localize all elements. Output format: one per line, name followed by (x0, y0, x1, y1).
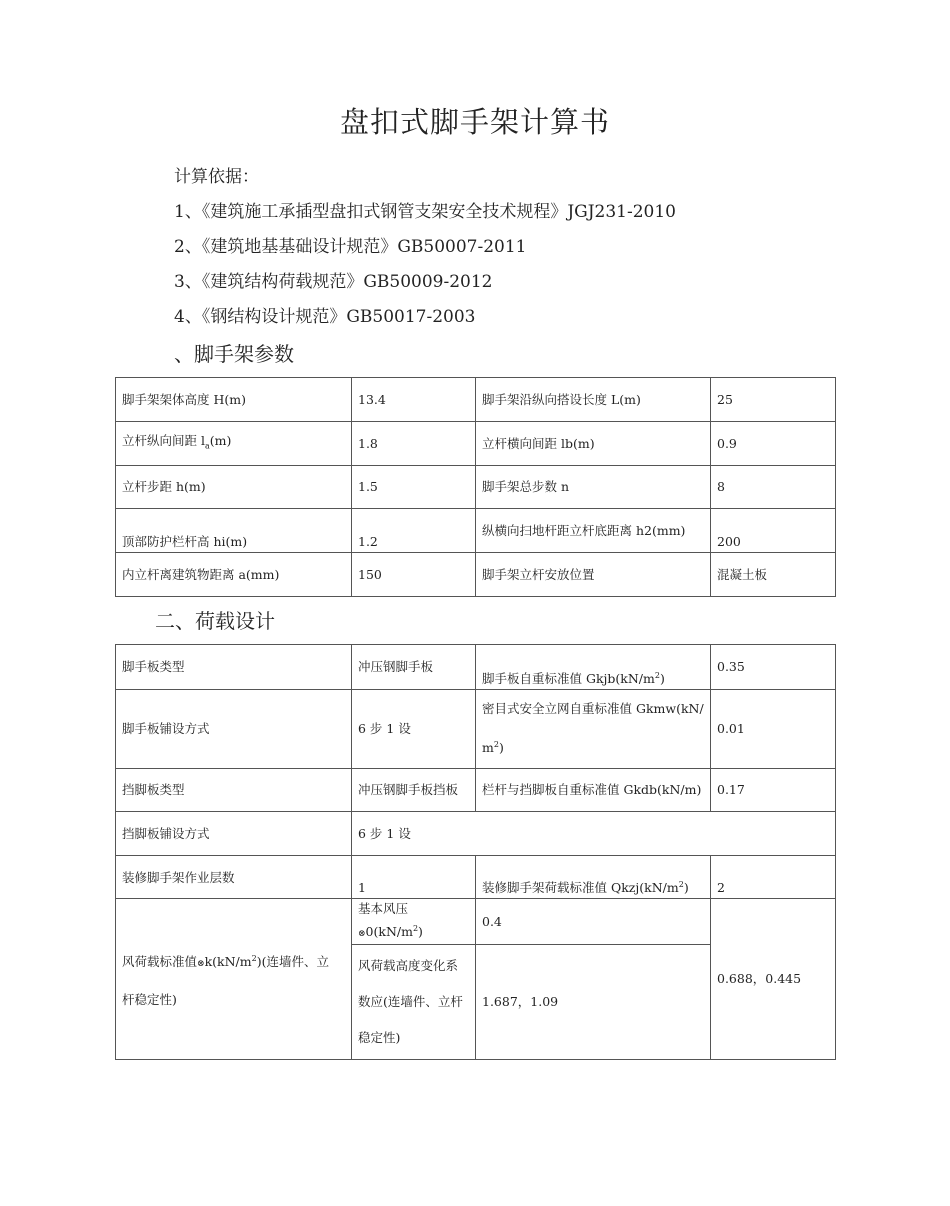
load-label: 脚手板铺设方式 (116, 690, 352, 769)
param-value: 8 (711, 466, 836, 509)
load-value: 1.687，1.09 (476, 945, 711, 1060)
table-row (116, 553, 836, 597)
omega-symbol-icon: ⊗ (197, 958, 205, 969)
param-value: 1.5 (352, 466, 476, 509)
loads-table (115, 644, 836, 1060)
param-label: 立杆纵向间距 $l_a(m)$ (116, 422, 352, 466)
params-table (115, 377, 836, 597)
basis-heading: 计算依据： (174, 167, 259, 187)
param-value: 150 (352, 553, 476, 597)
load-label: 脚手板类型 (116, 645, 352, 690)
basis-item-1: 1、《建筑施工承插型盘扣式钢管支架安全技术规程》JGJ231-2010 (174, 202, 676, 222)
table-row (116, 812, 836, 856)
load-label: 脚手板自重标准值 $Gkjb(kN/m^2)$ (476, 645, 711, 690)
load-value: 1 (352, 856, 476, 899)
load-label: 风荷载高度变化系 数应(连墙件、立杆 稳定性) (352, 945, 476, 1060)
table-row (116, 899, 836, 945)
basis-item-4: 4、《钢结构设计规范》GB50017-2003 (174, 307, 476, 327)
load-label: 挡脚板铺设方式 (116, 812, 352, 856)
param-value: 200 (711, 509, 836, 553)
param-label: 脚手架沿纵向搭设长度 L(m) (476, 378, 711, 422)
load-label: 基本风压$\otimes 0(kN/m^2)$ (352, 899, 476, 945)
param-label: 脚手架总步数 n (476, 466, 711, 509)
load-value: 6 步 1 设 (352, 690, 476, 769)
table-row (116, 690, 836, 769)
param-label: 立杆步距 h(m) (116, 466, 352, 509)
load-value: 0.688，0.445 (711, 899, 836, 1060)
omega-symbol-icon: ⊗ (358, 929, 366, 940)
load-label: 密目式安全立网自重标准值 Gkmw(kN/ $m^2$) (476, 690, 711, 769)
param-label: 纵横向扫地杆距立杆底距离 h2(mm) (476, 509, 711, 553)
load-label: 装修脚手架荷载标准值 $Qkzj(kN/m^2)$ (476, 856, 711, 899)
load-label: 栏杆与挡脚板自重标准值 Gkdb(kN/m) (476, 769, 711, 812)
load-label: 挡脚板类型 (116, 769, 352, 812)
basis-item-2: 2、《建筑地基基础设计规范》GB50007-2011 (174, 237, 527, 257)
param-value: 1.8 (352, 422, 476, 466)
section-heading-loads: 二、荷载设计 (155, 609, 275, 633)
table-row (116, 769, 836, 812)
table-row (116, 645, 836, 690)
param-label: 内立杆离建筑物距离 a(mm) (116, 553, 352, 597)
load-value: 2 (711, 856, 836, 899)
table-row (116, 466, 836, 509)
param-value: 25 (711, 378, 836, 422)
param-value: 13.4 (352, 378, 476, 422)
param-value: 1.2 (352, 509, 476, 553)
param-label: 脚手架架体高度 H(m) (116, 378, 352, 422)
param-label: 顶部防护栏杆高 hi(m) (116, 509, 352, 553)
param-value: 混凝土板 (711, 553, 836, 597)
param-label: 立杆横向间距 lb(m) (476, 422, 711, 466)
load-value: 0.4 (476, 899, 711, 945)
load-value: 0.35 (711, 645, 836, 690)
table-row (116, 856, 836, 899)
document-title: 盘扣式脚手架计算书 (339, 105, 610, 139)
table-row (116, 422, 836, 466)
table-row (116, 509, 836, 553)
load-value: 冲压钢脚手板挡板 (352, 769, 476, 812)
param-label: 脚手架立杆安放位置 (476, 553, 711, 597)
load-value: 0.17 (711, 769, 836, 812)
param-value: 0.9 (711, 422, 836, 466)
table-row (116, 378, 836, 422)
basis-item-3: 3、《建筑结构荷载规范》GB50009-2012 (174, 272, 493, 292)
load-label: 装修脚手架作业层数 (116, 856, 352, 899)
section-heading-params: 、脚手架参数 (174, 342, 294, 366)
load-value: 0.01 (711, 690, 836, 769)
wind-load-label: 风荷载标准值$\otimes k(kN/m^2)$(连墙件、立 杆稳定性) (116, 899, 352, 1060)
load-value: 冲压钢脚手板 (352, 645, 476, 690)
load-value: 6 步 1 设 (352, 812, 836, 856)
